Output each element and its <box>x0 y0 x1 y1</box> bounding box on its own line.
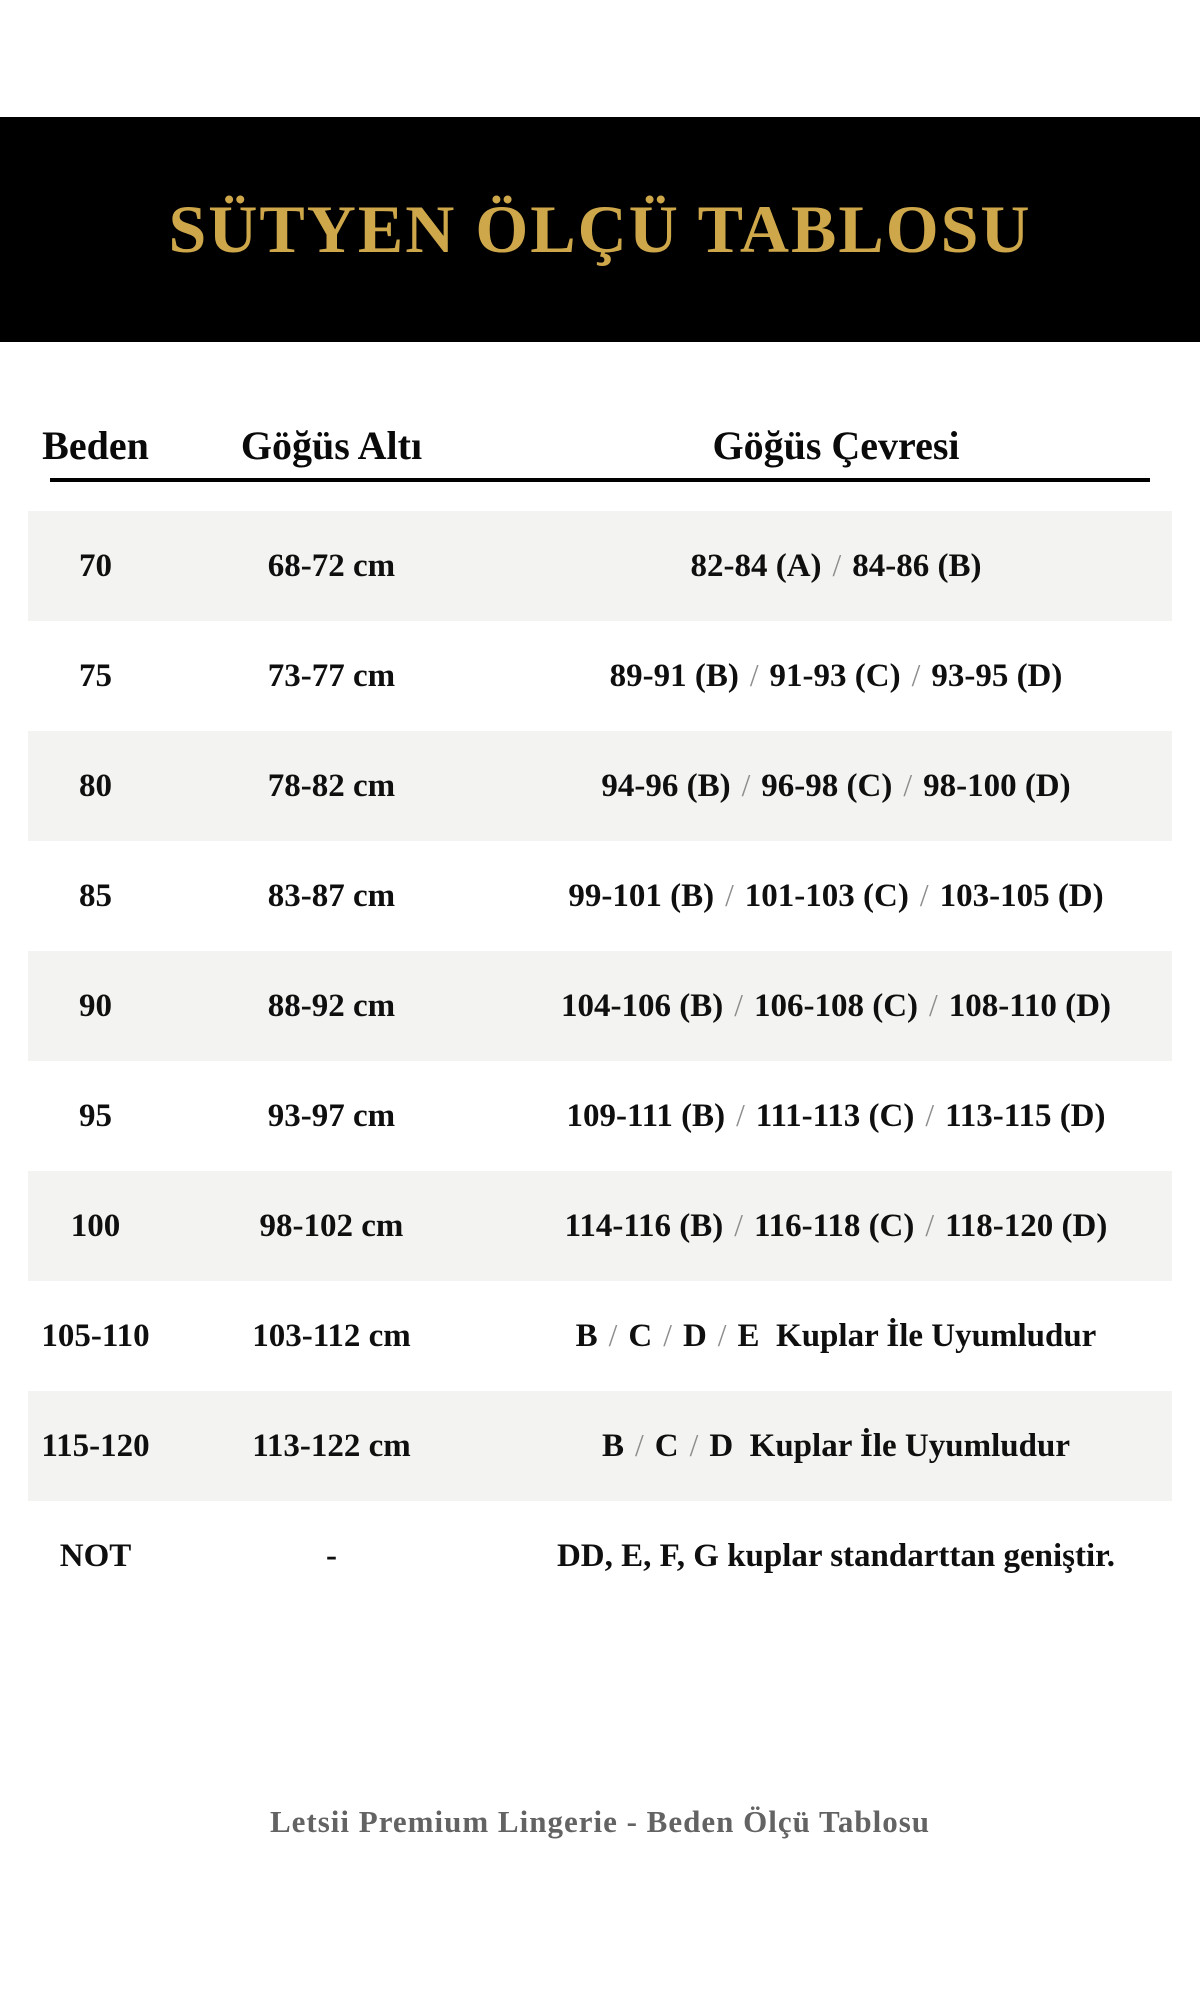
table-row <box>28 1501 1172 1611</box>
cup-range: 93-95 (D) <box>931 657 1063 694</box>
cell-gogus-alti: 103-112 cm <box>252 1317 411 1354</box>
cup-range: 104-106 (B) <box>561 987 724 1024</box>
page-title: SÜTYEN ÖLÇÜ TABLOSU <box>168 191 1032 267</box>
footer-brand-line <box>0 1800 1200 1844</box>
table-row <box>28 1281 1172 1391</box>
cell-gogus-alti: 113-122 cm <box>252 1427 411 1464</box>
column-header-gogus-cevresi: Göğüs Çevresi <box>712 423 960 468</box>
slash-separator: / <box>925 1097 935 1133</box>
slash-separator: / <box>903 767 913 803</box>
cell-gogus-cevresi <box>500 1097 1172 1134</box>
cup-range: 106-108 (C) <box>753 987 919 1024</box>
cup-range: D <box>682 1317 707 1354</box>
header-underline <box>50 478 1150 482</box>
cup-range: 116-118 (C) <box>753 1207 915 1244</box>
cell-beden: 90 <box>79 987 112 1024</box>
cell-beden: 115-120 <box>41 1427 150 1464</box>
slash-separator: / <box>734 987 743 1023</box>
cup-range: 89-91 (B) <box>609 657 739 694</box>
cup-range: 84-86 (B) <box>852 547 982 584</box>
cup-range: 82-84 (A) <box>690 547 822 584</box>
footer-text: Letsii Premium Lingerie - Beden Ölçü Tablosu <box>269 1804 931 1839</box>
table-row <box>28 1391 1172 1501</box>
cell-beden: 75 <box>79 657 112 694</box>
cell-gogus-alti: 88-92 cm <box>267 987 396 1024</box>
cell-gogus-cevresi <box>500 1317 1172 1354</box>
table-header-row <box>28 422 1172 470</box>
cup-range: DD, E, F, G kuplar standarttan geniştir. <box>556 1537 1116 1574</box>
cell-gogus-alti: 73-77 cm <box>267 657 396 694</box>
slash-separator: / <box>832 547 842 583</box>
slash-separator: / <box>608 1317 618 1353</box>
table-row <box>28 1171 1172 1281</box>
slash-separator: / <box>734 1207 743 1243</box>
slash-separator: / <box>725 877 734 913</box>
cup-range: B <box>602 1427 625 1464</box>
cup-range: 101-103 (C) <box>744 877 909 914</box>
table-row <box>28 511 1172 621</box>
cup-range: 96-98 (C) <box>761 767 893 804</box>
title-banner <box>0 117 1200 342</box>
cell-gogus-cevresi <box>500 1427 1172 1464</box>
cell-beden: 80 <box>79 767 112 804</box>
cup-range: 91-93 (C) <box>769 657 901 694</box>
cell-gogus-cevresi <box>500 987 1172 1024</box>
column-header-beden: Beden <box>42 423 149 468</box>
table-row <box>28 731 1172 841</box>
slash-separator: / <box>717 1317 727 1353</box>
cup-range: 99-101 (B) <box>568 877 715 914</box>
cell-beden: 85 <box>79 877 112 914</box>
cup-range: 108-110 (D) <box>948 987 1111 1024</box>
cup-range: 98-100 (D) <box>923 767 1071 804</box>
slash-separator: / <box>635 1427 644 1463</box>
cup-range: 103-105 (D) <box>939 877 1104 914</box>
slash-separator: / <box>911 657 921 693</box>
cup-range: 94-96 (B) <box>601 767 731 804</box>
table-row <box>28 951 1172 1061</box>
slash-separator: / <box>663 1317 672 1353</box>
slash-separator: / <box>749 657 759 693</box>
table-row <box>28 621 1172 731</box>
slash-separator: / <box>741 767 751 803</box>
slash-separator: / <box>689 1427 699 1463</box>
cell-gogus-alti: 83-87 cm <box>267 877 396 914</box>
cup-range: 114-116 (B) <box>564 1207 724 1244</box>
cup-range: D Kuplar İle Uyumludur <box>709 1427 1070 1464</box>
cell-gogus-cevresi <box>500 547 1172 584</box>
cell-beden: 105-110 <box>41 1317 150 1354</box>
cell-beden: NOT <box>59 1537 132 1574</box>
table-row <box>28 1061 1172 1171</box>
slash-separator: / <box>929 987 938 1023</box>
slash-separator: / <box>925 1207 935 1243</box>
cup-range: E Kuplar İle Uyumludur <box>737 1317 1097 1354</box>
cup-range: 118-120 (D) <box>945 1207 1108 1244</box>
cup-range: 113-115 (D) <box>945 1097 1106 1134</box>
cup-range: C <box>628 1317 653 1354</box>
size-table-body <box>28 511 1172 1611</box>
cup-range: 111-113 (C) <box>755 1097 915 1134</box>
cell-gogus-cevresi <box>500 877 1172 914</box>
cup-range: 109-111 (B) <box>566 1097 726 1134</box>
cell-gogus-alti: 78-82 cm <box>267 767 396 804</box>
cell-gogus-alti: 98-102 cm <box>259 1207 404 1244</box>
slash-separator: / <box>919 877 929 913</box>
cell-gogus-cevresi <box>500 1537 1172 1574</box>
slash-separator: / <box>736 1097 745 1133</box>
cell-gogus-cevresi <box>500 1207 1172 1244</box>
cell-gogus-alti: - <box>326 1537 337 1574</box>
cell-beden: 70 <box>79 547 112 584</box>
cell-gogus-alti: 68-72 cm <box>267 547 396 584</box>
table-row <box>28 841 1172 951</box>
cup-range: B <box>575 1317 598 1354</box>
cell-gogus-cevresi <box>500 657 1172 694</box>
cell-beden: 100 <box>70 1207 121 1244</box>
cup-range: C <box>654 1427 679 1464</box>
cell-beden: 95 <box>79 1097 112 1134</box>
cell-gogus-alti: 93-97 cm <box>267 1097 396 1134</box>
column-header-gogus-alti: Göğüs Altı <box>240 423 423 468</box>
cell-gogus-cevresi <box>500 767 1172 804</box>
